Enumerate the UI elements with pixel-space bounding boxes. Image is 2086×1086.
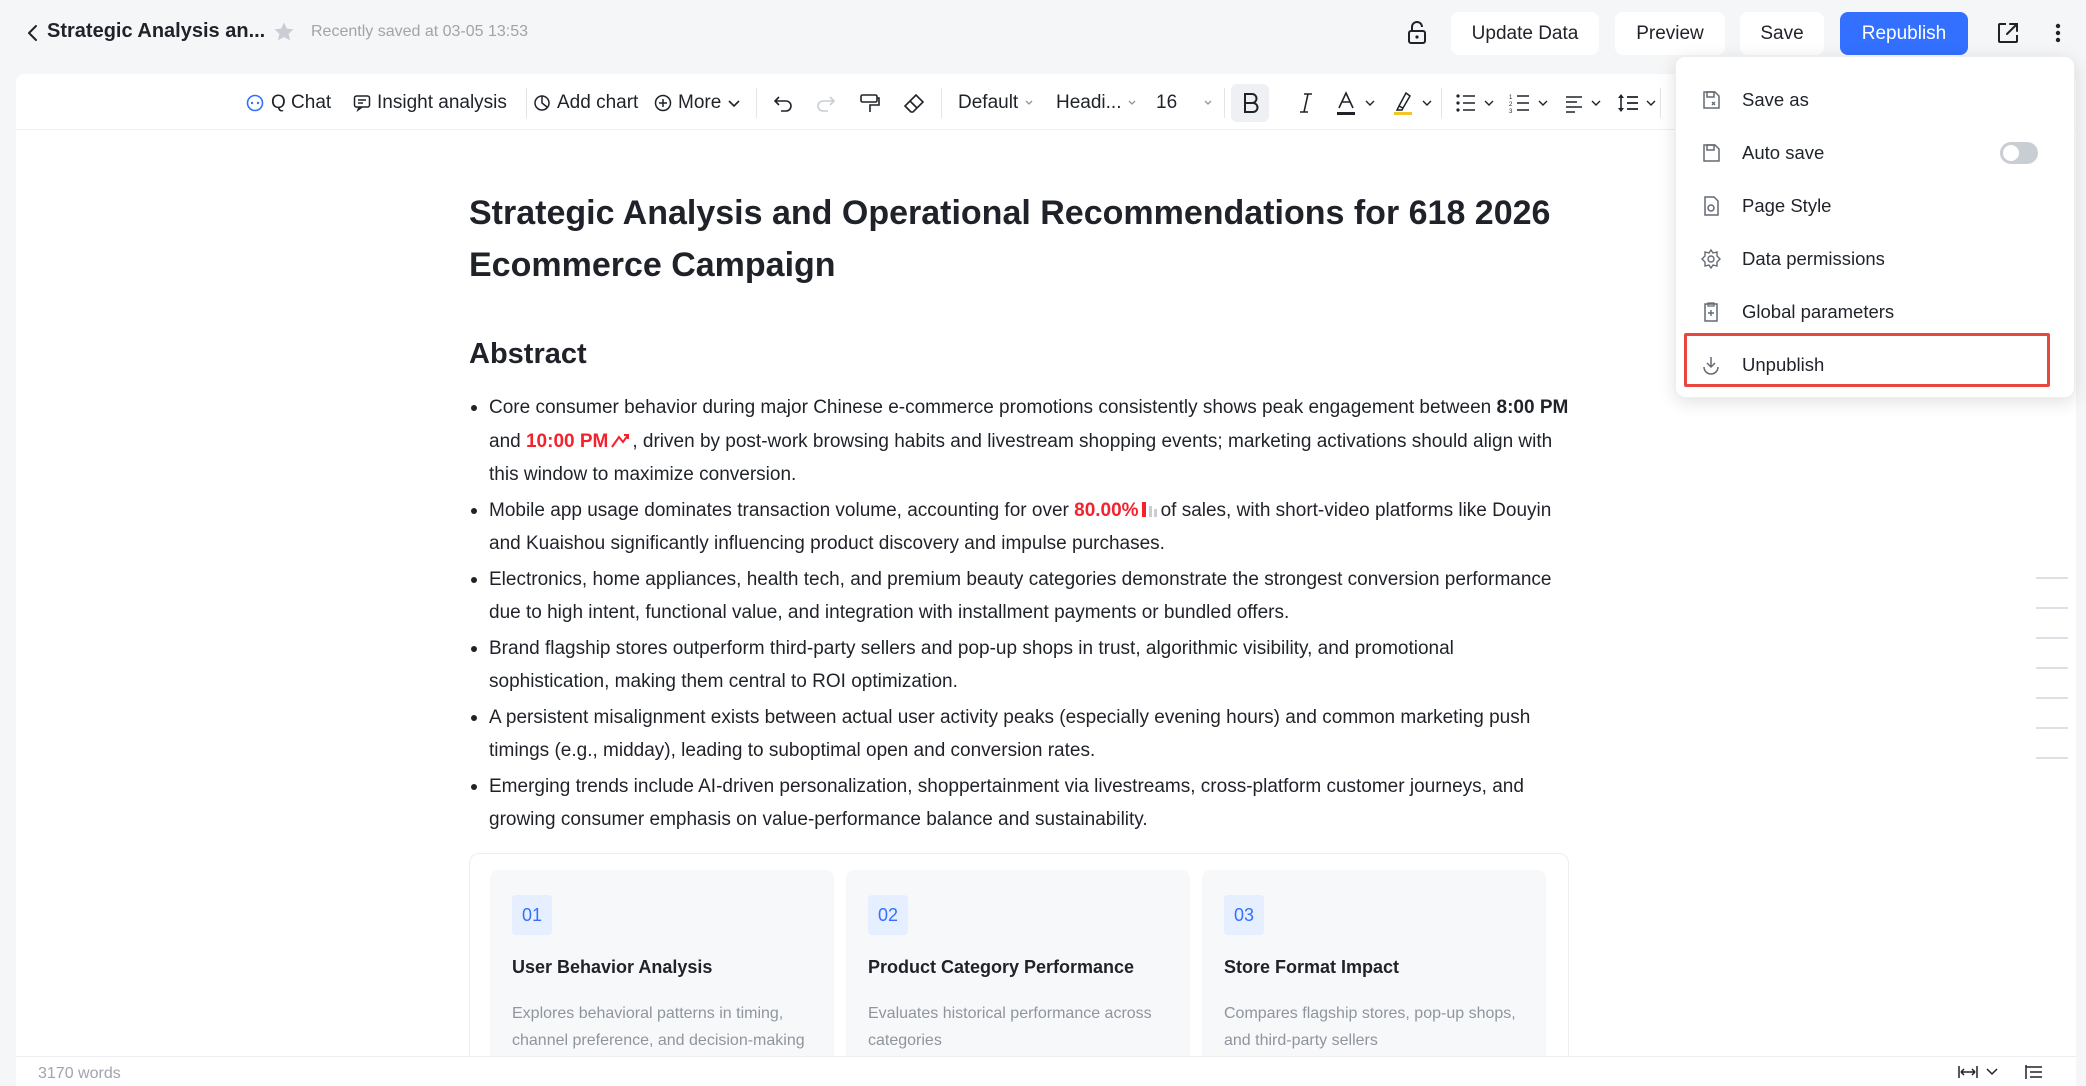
data-permissions-icon (1700, 248, 1722, 270)
section-cards (469, 853, 1569, 1086)
auto-save-icon (1700, 142, 1722, 164)
list-item[interactable]: Core consumer behavior during major Chinese e-commerce promotions consistently shows peak engagement between 8:00 PM and 10:00 PM , driven by post-work browsing habits and livestream shopping events; marketing activations should align with this window to maximize conversion. (469, 391, 1579, 492)
word-count: 3170 words (38, 1065, 121, 1082)
card-number: 02 (868, 895, 908, 935)
toolbar-divider (1224, 88, 1225, 118)
heading-select[interactable] (1056, 88, 1137, 118)
chevron-down-icon (1364, 97, 1376, 109)
republish-button[interactable]: Republish (1840, 12, 1968, 55)
star-icon[interactable] (272, 20, 296, 44)
lock-icon[interactable] (1403, 19, 1431, 47)
list-item[interactable]: Electronics, home appliances, health tech, and premium beauty categories demonstrate the strongest conversion performance due to high intent, functional value, and integration with installment payments or bundled offers. (469, 563, 1579, 630)
chevron-down-icon (1483, 97, 1495, 109)
card-user-behavior[interactable] (490, 870, 834, 1086)
menu-item-data-permissions[interactable] (1700, 232, 2060, 285)
save-button[interactable]: Save (1740, 12, 1824, 55)
toolbar-divider (756, 88, 757, 118)
font-size-value: 16 (1156, 92, 1178, 113)
menu-item-save-as[interactable] (1700, 73, 2060, 126)
text-color-icon (1334, 89, 1358, 117)
align-button[interactable] (1564, 88, 1602, 118)
menu-item-page-style[interactable] (1700, 179, 2060, 232)
format-painter-icon[interactable] (858, 88, 882, 118)
bullet-list-button[interactable] (1455, 88, 1495, 118)
list-item[interactable]: Emerging trends include AI-driven personalization, shoppertainment via livestreams, cross-platform customer journeys, and growing consumer emphasis on value-performance balance and sustainability. (469, 770, 1579, 837)
save-as-icon (1700, 89, 1722, 111)
menu-item-global-parameters[interactable] (1700, 285, 2060, 338)
font-family-select[interactable] (958, 88, 1034, 118)
chevron-down-icon (1421, 97, 1433, 109)
page-width-icon[interactable] (1957, 1063, 2001, 1081)
menu-item-unpublish[interactable] (1700, 338, 2060, 391)
chart-icon (533, 94, 551, 112)
eraser-icon[interactable] (902, 88, 926, 118)
red-time-end: 10:00 PM (525, 430, 609, 452)
menu-item-auto-save[interactable] (1700, 126, 2060, 179)
text-color-button[interactable] (1334, 88, 1376, 118)
add-chart-button[interactable] (533, 88, 638, 118)
section-heading-abstract[interactable]: Abstract (469, 338, 587, 370)
document-outline[interactable] (2036, 577, 2068, 787)
card-description: Evaluates historical performance across categories (868, 1005, 1152, 1049)
save-status: Recently saved at 03-05 13:53 (311, 23, 529, 40)
plus-circle-icon (654, 94, 672, 112)
more-menu-icon[interactable] (2052, 19, 2064, 47)
menu-item-label: Data permissions (1742, 247, 1885, 269)
bullet-list-icon (1455, 92, 1477, 114)
document-title[interactable]: Strategic Analysis an... (47, 20, 266, 42)
numbered-list-button[interactable] (1509, 88, 1549, 118)
bold-icon[interactable] (1240, 88, 1262, 118)
insight-icon (353, 94, 371, 112)
toolbar-divider (941, 88, 942, 118)
toolbar-divider (1441, 88, 1442, 118)
line-spacing-icon (1617, 92, 1639, 114)
q-chat-label: Q Chat (271, 92, 332, 113)
status-bar (16, 1056, 2076, 1086)
more-label: More (678, 92, 722, 113)
card-title: Product Category Performance (868, 957, 1135, 977)
card-store-format[interactable] (1202, 870, 1546, 1086)
card-title: User Behavior Analysis (512, 957, 713, 977)
menu-item-label: Global parameters (1742, 300, 1895, 322)
abstract-bullet-list[interactable] (469, 391, 1579, 839)
align-left-icon (1564, 93, 1584, 113)
redo-icon[interactable] (814, 88, 838, 118)
update-data-button[interactable]: Update Data (1451, 12, 1599, 55)
list-item[interactable]: Mobile app usage dominates transaction volume, accounting for over 80.00% of sales, with short-video platforms like Douyin and Kuaishou significantly influencing product discovery and impulse purchases. (469, 494, 1579, 561)
menu-item-label: Save as (1742, 88, 1809, 110)
toolbar-divider (1660, 88, 1661, 118)
numbered-list-icon (1509, 92, 1531, 114)
preview-button[interactable]: Preview (1615, 12, 1725, 55)
list-item[interactable]: Brand flagship stores outperform third-party sellers and pop-up shops in trust, algorithmic visibility, and promotional sophistication, making them central to ROI optimization. (469, 632, 1579, 699)
font-family-value: Default (958, 92, 1019, 113)
card-description: Explores behavioral patterns in timing, channel preference, and decision-making (512, 1005, 805, 1049)
chevron-down-icon (1024, 98, 1034, 108)
more-button[interactable] (654, 88, 741, 118)
insight-label: Insight analysis (377, 92, 507, 113)
chevron-down-icon (1203, 98, 1213, 108)
menu-item-label: Unpublish (1742, 353, 1825, 375)
highlighter-icon (1391, 89, 1415, 117)
italic-icon[interactable] (1296, 88, 1316, 118)
chevron-down-icon (1537, 97, 1549, 109)
share-icon[interactable] (1994, 19, 2022, 47)
back-arrow-icon[interactable] (22, 22, 44, 44)
bold-time-start: 8:00 PM (1496, 397, 1569, 418)
card-number: 01 (512, 895, 552, 935)
menu-item-label: Auto save (1742, 141, 1825, 163)
heading-value: Headi... (1056, 92, 1122, 113)
global-parameters-icon (1700, 301, 1722, 323)
card-product-category[interactable] (846, 870, 1190, 1086)
chevron-down-icon (1127, 98, 1137, 108)
auto-save-toggle[interactable] (2000, 142, 2038, 164)
table-of-contents-icon[interactable] (2024, 1063, 2044, 1081)
menu-item-label: Page Style (1742, 194, 1832, 216)
toolbar-divider (526, 88, 527, 118)
add-chart-label: Add chart (557, 92, 639, 113)
chevron-down-icon (1590, 97, 1602, 109)
q-chat-button[interactable] (245, 88, 331, 118)
trend-marker-icon (610, 431, 630, 449)
insight-analysis-button[interactable] (353, 88, 507, 118)
document-heading[interactable]: Strategic Analysis and Operational Recommendations for 618 2026 Ecommerce Campaign (469, 194, 1551, 284)
undo-icon[interactable] (771, 88, 795, 118)
svg-text:3: 3 (1509, 109, 1513, 114)
red-percentage: 80.00% (1074, 499, 1139, 521)
chevron-down-icon (727, 96, 741, 110)
svg-text:2: 2 (1509, 102, 1513, 108)
page-style-icon (1700, 195, 1722, 217)
card-description: Compares flagship stores, pop-up shops, and third-party sellers (1224, 1005, 1516, 1049)
svg-text:1: 1 (1509, 95, 1513, 101)
unpublish-icon (1700, 354, 1722, 376)
line-spacing-button[interactable] (1617, 88, 1657, 118)
q-chat-icon (245, 93, 265, 113)
mini-bar-icon (1141, 500, 1159, 518)
highlight-color-button[interactable] (1391, 88, 1433, 118)
card-number: 03 (1224, 895, 1264, 935)
chevron-down-icon (1645, 97, 1657, 109)
more-options-menu (1675, 56, 2075, 398)
list-item[interactable]: A persistent misalignment exists between actual user activity peaks (especially evening hours) and common marketing push timings (e.g., midday), leading to suboptimal open and conversion rates. (469, 701, 1579, 768)
font-size-select[interactable] (1156, 88, 1213, 118)
card-title: Store Format Impact (1224, 957, 1400, 977)
